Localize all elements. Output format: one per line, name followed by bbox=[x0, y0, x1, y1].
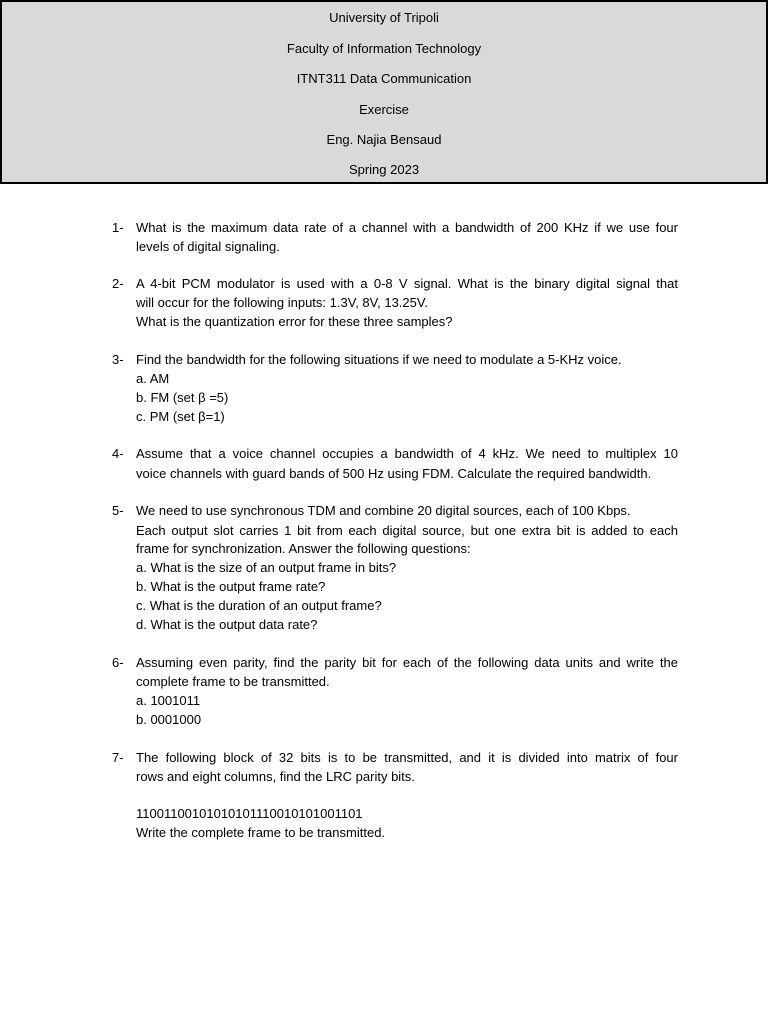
question-text-line: rows and eight columns, find the LRC parity bits. bbox=[136, 769, 415, 784]
question-text-line: Find the bandwidth for the following situations if we need to modulate a 5-KHz voice. bbox=[136, 352, 622, 367]
question-number: 4- bbox=[112, 446, 124, 461]
question-text-line: frame for synchronization. Answer the following questions: bbox=[136, 541, 471, 556]
question-option: c. PM (set β=1) bbox=[136, 409, 225, 424]
question-option: b. FM (set β =5) bbox=[136, 390, 229, 405]
question-text-line: The following block of 32 bits is to be transmitted, and it is divided into matrix of four bbox=[136, 750, 678, 765]
question-text-line: What is the maximum data rate of a channel with a bandwidth of 200 KHz if we use four bbox=[136, 220, 678, 235]
question-number: 6- bbox=[112, 655, 124, 670]
course-title: ITNT311 Data Communication bbox=[296, 71, 472, 86]
question-number: 5- bbox=[112, 503, 124, 518]
question-text-line: Write the complete frame to be transmitted. bbox=[136, 825, 386, 840]
question-text-line: complete frame to be transmitted. bbox=[136, 674, 330, 689]
question-text-line: will occur for the following inputs: 1.3V, 8V, 13.25V. bbox=[136, 295, 428, 310]
faculty-name: Faculty of Information Technology bbox=[286, 41, 482, 56]
question-option: a. 1001011 bbox=[136, 693, 201, 708]
question-text-line: We need to use synchronous TDM and combine 20 digital sources, each of 100 Kbps. bbox=[136, 503, 631, 518]
question-text-line: Assuming even parity, find the parity bit for each of the following data units and write the bbox=[136, 655, 678, 670]
question-text-line: voice channels with guard bands of 500 Hz using FDM. Calculate the required bandwidth. bbox=[136, 466, 652, 481]
question-option: a. AM bbox=[136, 371, 170, 386]
question-option: d. What is the output data rate? bbox=[136, 617, 318, 632]
question-text-line: Assume that a voice channel occupies a bandwidth of 4 kHz. We need to multiplex 10 bbox=[136, 446, 678, 461]
question-number: 1- bbox=[112, 220, 124, 235]
question-text-line: A 4-bit PCM modulator is used with a 0-8 V signal. What is the binary digital signal that bbox=[136, 276, 678, 291]
question-text-line: What is the quantization error for these three samples? bbox=[136, 314, 453, 329]
question-option: b. What is the output frame rate? bbox=[136, 579, 326, 594]
university-name: University of Tripoli bbox=[329, 10, 439, 25]
question-option: a. What is the size of an output frame in bits? bbox=[136, 560, 397, 575]
question-number: 2- bbox=[112, 276, 124, 291]
question-text-line: levels of digital signaling. bbox=[136, 239, 280, 254]
question-number: 3- bbox=[112, 352, 124, 367]
bit-block: 11001100101010101110010101001101 bbox=[136, 806, 363, 821]
term: Spring 2023 bbox=[348, 162, 420, 177]
question-option: b. 0001000 bbox=[136, 712, 202, 727]
question-option: c. What is the duration of an output frame? bbox=[136, 598, 382, 613]
question-text-line: Each output slot carries 1 bit from each digital source, but one extra bit is added to each bbox=[136, 523, 678, 538]
document-type: Exercise bbox=[359, 102, 409, 117]
instructor-name: Eng. Najia Bensaud bbox=[326, 132, 442, 147]
question-number: 7- bbox=[112, 750, 124, 765]
